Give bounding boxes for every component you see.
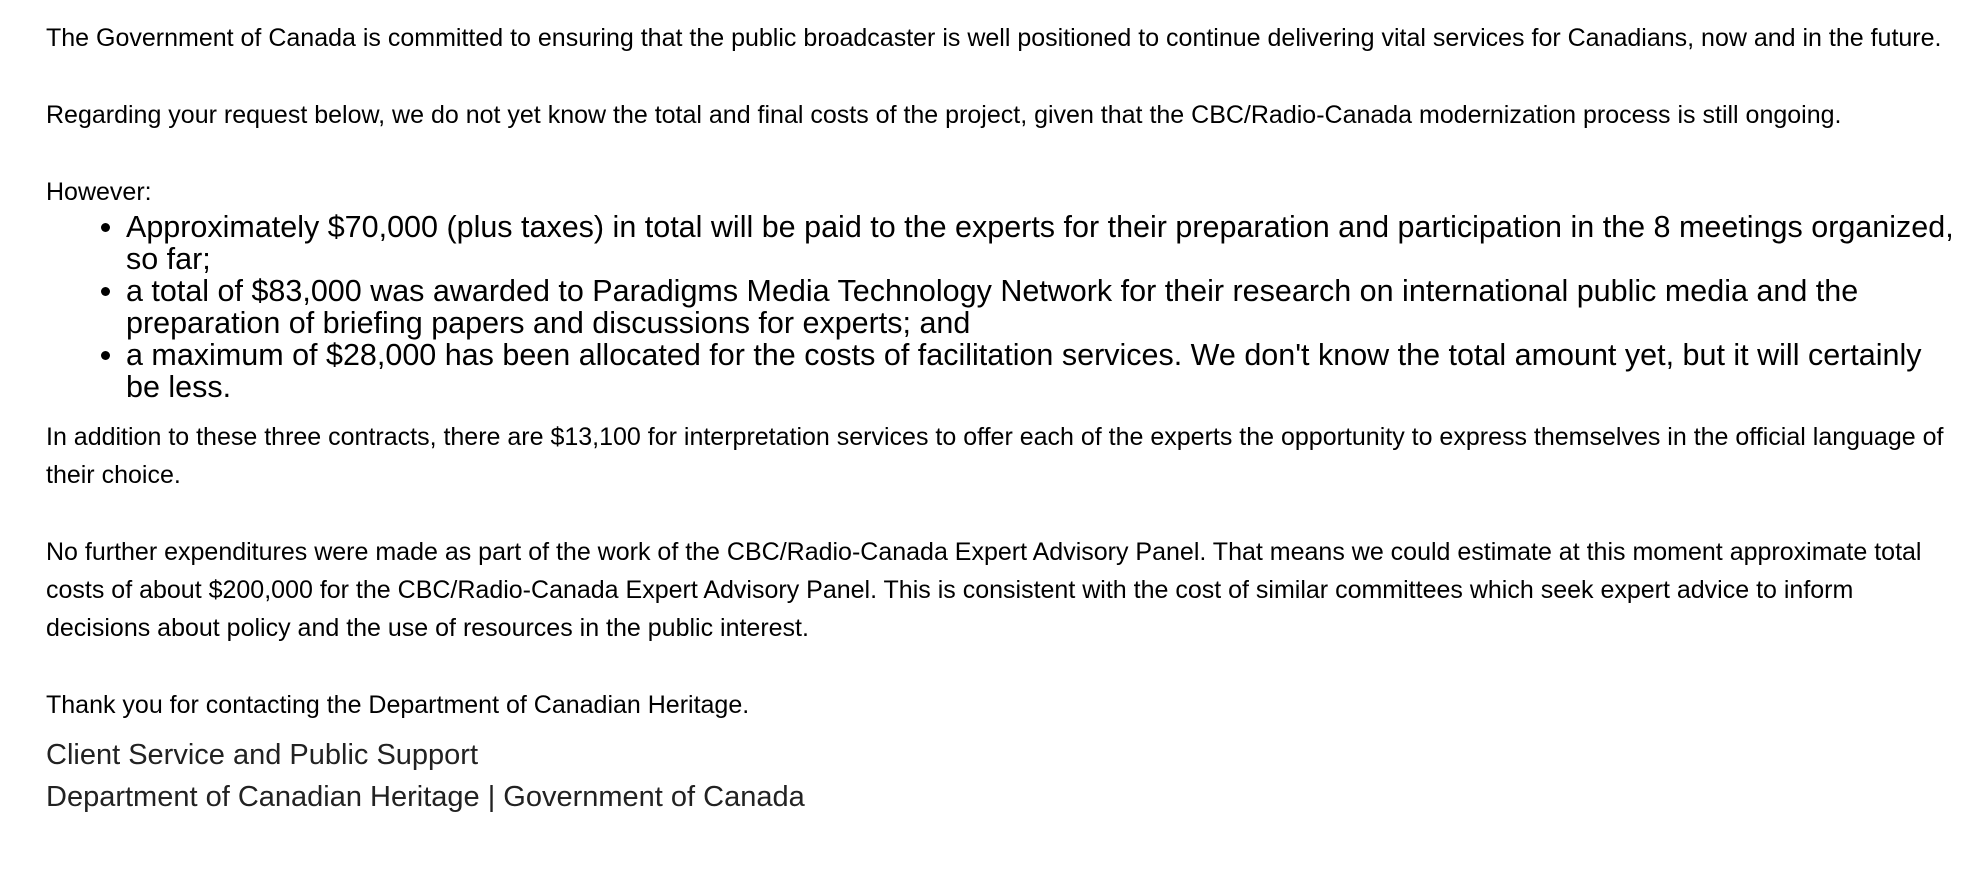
request-paragraph: Regarding your request below, we do not yet know the total and final costs of the project, given that the CBC/Radio-Canada modernization process is still ongoing. (46, 101, 1842, 129)
bullet-item-experts: • Approximately $70,000 (plus taxes) in total will be paid to the experts for their preparation and participation in the 8 meetings organized, so far; (126, 211, 1956, 275)
signature-line-2: Department of Canadian Heritage | Government of Canada (46, 781, 805, 813)
thanks-paragraph: Thank you for contacting the Department of Canadian Heritage. (46, 691, 750, 719)
interpretation-paragraph: In addition to these three contracts, there are $13,100 for interpretation services to offer each of the experts the opportunity to express themselves in the official language of their choice. (46, 423, 1944, 489)
cost-bullet-list (46, 211, 1956, 403)
signature-line-1: Client Service and Public Support (46, 739, 479, 771)
bullet-item-facilitation: • a maximum of $28,000 has been allocated for the costs of facilitation services. We don't know the total amount yet, but it will certainly be less. (126, 339, 1956, 403)
no-further-paragraph: No further expenditures were made as part of the work of the CBC/Radio-Canada Expert Advisory Panel. That means we could estimate at this moment approximate total costs of about $200,000 for the CBC/Radio-Canada Expert Advisory Panel. This is consistent with the cost of similar committees which seek expert advice to inform decisions about policy and the use of resources in the public interest. (46, 538, 1922, 642)
however-label: However: (46, 178, 152, 206)
intro-paragraph: The Government of Canada is committed to ensuring that the public broadcaster is well positioned to continue delivering vital services for Canadians, now and in the future. (46, 24, 1942, 52)
signature-block (46, 734, 1956, 818)
email-body (46, 19, 1956, 818)
bullet-item-research: • a total of $83,000 was awarded to Paradigms Media Technology Network for their research on international public media and the preparation of briefing papers and discussions for experts; and (126, 275, 1956, 339)
